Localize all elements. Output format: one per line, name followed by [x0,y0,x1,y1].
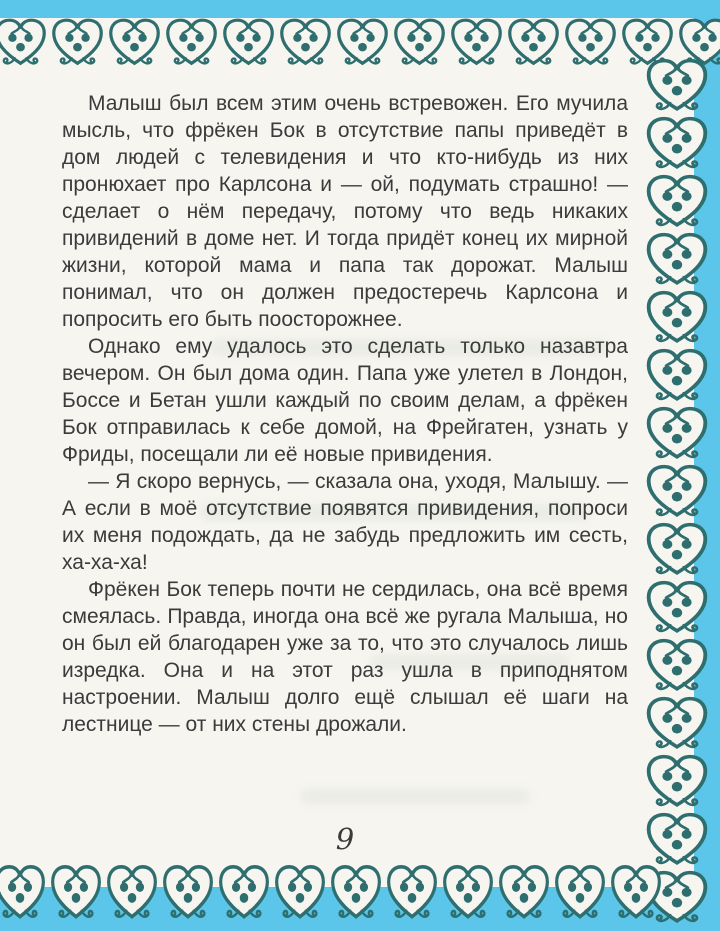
page-text [62,90,628,738]
heart-ornament-icon [48,862,104,922]
heart-ornament-icon [334,16,391,68]
heart-ornament-icon [216,862,272,922]
ornament-border-right [643,56,711,926]
heart-ornament-icon [643,752,711,810]
heart-ornament-icon [552,862,608,922]
heart-ornament-icon [106,16,163,68]
page-number: 9 [335,822,355,856]
paragraph: Малыш был всем этим очень встревожен. Его мучила мысль, что фрёкен Бок в отсутствие папы приведёт в дом людей с телевидения и что кто-нибудь из них пронюхает про Карлсона и — ой, подумать страшно! — сделает о нём передачу, потому что ведь никаких привидений в доме нет. И тогда придёт конец их мирной жизни, которой мама и папа так дорожат. Малыш понимал, что он должен предостеречь Карлсона и попросить его быть поосторожнее. [62,92,628,331]
heart-ornament-icon [643,462,711,520]
heart-ornament-icon [643,56,711,114]
heart-ornament-icon [643,346,711,404]
heart-ornament-icon [0,16,49,68]
heart-ornament-icon [448,16,505,68]
heart-ornament-icon [643,520,711,578]
scan-artifact [300,790,530,803]
heart-ornament-icon [440,862,496,922]
paragraph: — Я скоро вернусь, — сказала она, уходя, Малышу. — А если в моё отсутствие появятся привидения, попроси их меня подождать, да не забудь предложить им сесть, ха-ха-ха! [62,470,628,574]
heart-ornament-icon [643,230,711,288]
heart-ornament-icon [384,862,440,922]
heart-ornament-icon [608,862,664,922]
paragraph: Фрёкен Бок теперь почти не сердилась, она всё время смеялась. Правда, иногда она всё же ругала Малыша, но он был ей благодарен уже за то, что это случалось лишь изредка. Она и на этот раз ушла в приподнятом настроении. Малыш долго ещё слышал её шаги на лестнице — от них стены дрожали. [62,578,628,736]
heart-ornament-icon [104,862,160,922]
heart-ornament-icon [643,404,711,462]
heart-ornament-icon [49,16,106,68]
ornament-border-top [0,16,720,68]
heart-ornament-icon [643,172,711,230]
heart-ornament-icon [391,16,448,68]
heart-ornament-icon [643,694,711,752]
heart-ornament-icon [160,862,216,922]
heart-ornament-icon [643,578,711,636]
heart-ornament-icon [643,810,711,868]
heart-ornament-icon [163,16,220,68]
paragraph: Однако ему удалось это сделать только назавтра вечером. Он был дома один. Папа уже улетел в Лондон, Боссе и Бетан ушли каждый по своим делам, а фрёкен Бок отправилась к себе домой, на Фрейгатен, узнать у Фриды, посещали ли её новые привидения. [62,335,628,466]
heart-ornament-icon [643,288,711,346]
heart-ornament-icon [496,862,552,922]
heart-ornament-icon [505,16,562,68]
heart-ornament-icon [328,862,384,922]
heart-ornament-icon [272,862,328,922]
heart-ornament-icon [643,114,711,172]
heart-ornament-icon [643,636,711,694]
heart-ornament-icon [0,862,48,922]
heart-ornament-icon [562,16,619,68]
heart-ornament-icon [220,16,277,68]
ornament-border-bottom [0,862,670,922]
heart-ornament-icon [277,16,334,68]
